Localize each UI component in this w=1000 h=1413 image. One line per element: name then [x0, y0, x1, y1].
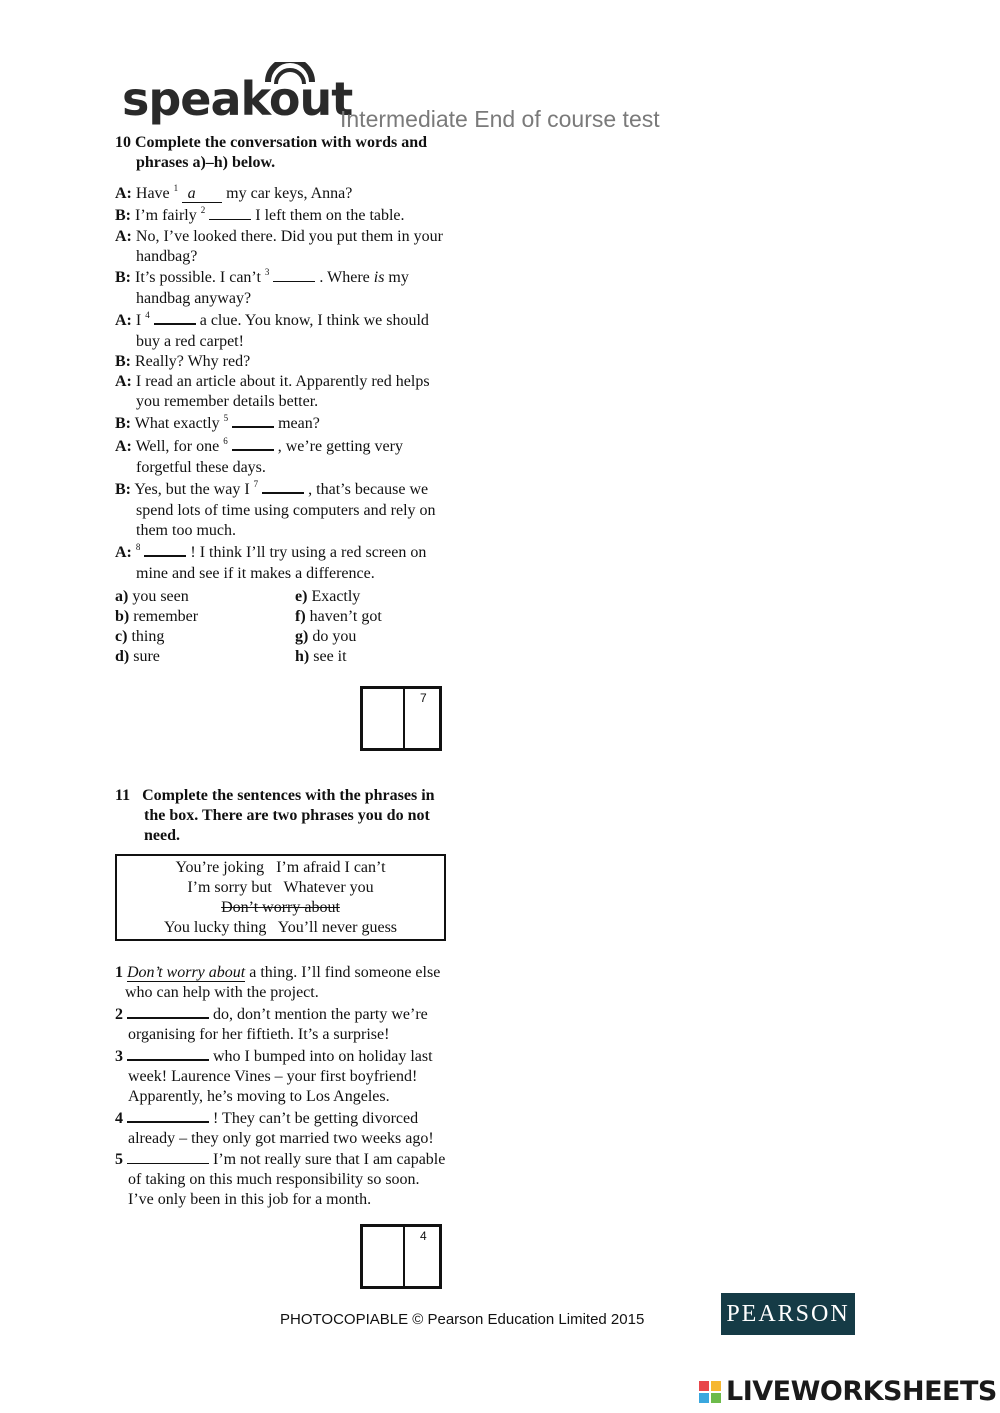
q11-heading — [115, 786, 435, 846]
sentence-continuation: I’ve only been in this job for a month. — [128, 1191, 372, 1208]
option-item: f) haven’t got — [295, 608, 382, 625]
option-item: c) thing — [115, 628, 165, 645]
answer-blank-s2[interactable] — [127, 1003, 209, 1019]
answer-blank-6[interactable] — [232, 435, 274, 451]
q11-instruction: Complete the sentences with the phrases in — [142, 787, 435, 804]
sentence-item: 1 Don’t worry about a thing. I’ll find someone else — [115, 964, 441, 981]
dialogue-continuation: them too much. — [136, 522, 236, 539]
pearson-logo: PEARSON — [721, 1293, 855, 1335]
phrase-row: You lucky thing You’ll never guess — [163, 919, 398, 936]
answer-blank-s4[interactable] — [127, 1107, 209, 1123]
answer-blank-7[interactable] — [262, 478, 304, 494]
q11-instruction-3: need. — [144, 827, 180, 844]
option-item: a) you seen — [115, 588, 189, 605]
phrase-row: I’m sorry but Whatever you — [187, 879, 374, 896]
answer-blank-2[interactable] — [209, 205, 251, 220]
dialogue-line: B: It’s possible. I can’t $^3$ . Where is my — [115, 267, 409, 286]
dialogue-line: B: Really? Why red? — [115, 353, 251, 370]
answer-blank-s1[interactable]: Don’t worry about — [127, 964, 246, 981]
dialogue-line: A: $^8$ ! I think I’ll try using a red screen on — [115, 542, 427, 561]
sentence-continuation: week! Laurence Vines – your first boyfriend! — [128, 1068, 418, 1085]
q10-score-box[interactable] — [360, 686, 442, 751]
dialogue-continuation: handbag anyway? — [136, 290, 252, 307]
score-max: 7 — [420, 691, 427, 705]
dialogue — [115, 184, 443, 584]
option-item: e) Exactly — [295, 588, 361, 605]
sentence-item: 3 who I bumped into on holiday last — [115, 1045, 445, 1067]
options-col-left — [115, 587, 198, 667]
answer-blank-8[interactable] — [144, 541, 186, 557]
option-item: d) sure — [115, 648, 160, 665]
score-max: 4 — [420, 1229, 427, 1243]
phrase-box — [115, 854, 446, 941]
dialogue-continuation: mine and see if it makes a difference. — [136, 565, 375, 582]
phrase-row-crossed: Don’t worry about — [221, 899, 340, 916]
dialogue-continuation: handbag? — [136, 248, 198, 265]
q11-number: 11 — [115, 787, 131, 804]
dialogue-line: A: Have $^1$ a my car keys, Anna? — [115, 183, 353, 202]
answer-blank-1[interactable]: a — [182, 186, 222, 203]
dialogue-line: B: Yes, but the way I $^7$ , that’s because we — [115, 479, 429, 498]
dialogue-line: A: I $^4$ a clue. You know, I think we should — [115, 310, 429, 329]
score-divider — [403, 1227, 405, 1286]
sentence-continuation: organising for her fiftieth. It’s a surprise! — [128, 1026, 390, 1043]
answer-blank-s5[interactable] — [127, 1149, 209, 1164]
dialogue-continuation: buy a red carpet! — [136, 333, 244, 350]
dialogue-line: A: I read an article about it. Apparently red helps — [115, 373, 430, 390]
dialogue-continuation: you remember details better. — [136, 393, 319, 410]
test-subtitle: Intermediate End of course test — [340, 106, 660, 132]
score-divider — [403, 689, 405, 748]
sentence-item: 5 I’m not really sure that I am capable — [115, 1151, 446, 1168]
dialogue-line: B: What exactly $^5$ mean? — [115, 413, 320, 432]
q10-number: 10 — [115, 134, 131, 151]
dialogue-continuation: spend lots of time using computers and rely on — [136, 502, 436, 519]
q10-instruction: Complete the conversation with words and — [135, 134, 427, 151]
option-item: g) do you — [295, 628, 357, 645]
q10-instruction-2: phrases a)–h) below. — [136, 154, 276, 171]
sentence-item: 4 ! They can’t be getting divorced — [115, 1107, 445, 1129]
sentence-continuation: already – they only got married two weeks ago! — [128, 1130, 434, 1147]
dialogue-line: B: I’m fairly $^2$ I left them on the table. — [115, 205, 405, 224]
q11-instruction-2: the box. There are two phrases you do not — [144, 807, 430, 824]
speakout-logo — [118, 62, 353, 128]
option-item: b) remember — [115, 608, 199, 625]
logo-text: speakout — [122, 72, 353, 126]
options-col-right — [295, 587, 382, 667]
copyright-notice: PHOTOCOPIABLE © Pearson Education Limited 2015 — [280, 1311, 645, 1328]
option-item: h) see it — [295, 648, 347, 665]
liveworksheets-text: LIVEWORKSHEETS — [726, 1376, 997, 1407]
answer-blank-5[interactable] — [232, 412, 274, 428]
sentence-continuation: Apparently, he’s moving to Los Angeles. — [128, 1088, 390, 1105]
q11-sentences — [115, 963, 445, 1210]
sentence-continuation: of taking on this much responsibility so soon. — [128, 1171, 420, 1188]
liveworksheets-icon — [698, 1380, 722, 1404]
sentence-continuation: who can help with the project. — [125, 984, 319, 1001]
dialogue-continuation: forgetful these days. — [136, 459, 266, 476]
answer-blank-4[interactable] — [154, 309, 196, 325]
sentence-item: 2 do, don’t mention the party we’re — [115, 1003, 445, 1025]
phrase-row: You’re joking I’m afraid I can’t — [175, 859, 386, 876]
dialogue-line: A: Well, for one $^6$ , we’re getting very — [115, 436, 403, 455]
q11-score-box[interactable] — [360, 1224, 442, 1289]
q10-heading — [115, 133, 427, 173]
answer-blank-s3[interactable] — [127, 1045, 209, 1061]
dialogue-line: A: No, I’ve looked there. Did you put them in your — [115, 228, 443, 245]
answer-blank-3[interactable] — [273, 267, 315, 282]
